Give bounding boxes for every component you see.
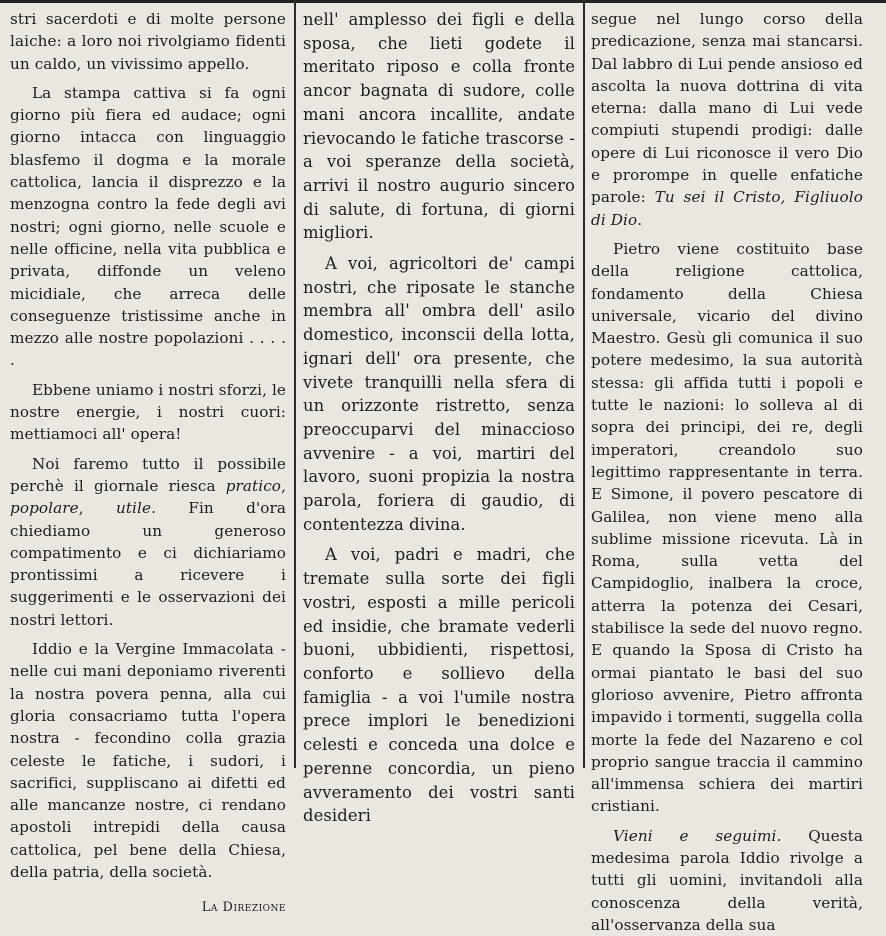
emphasis-quote: Tu sei il Cristo, Figliuolo di Dio bbox=[591, 188, 863, 229]
column-divider-2 bbox=[583, 0, 585, 768]
emphasis-utile: utile bbox=[115, 499, 152, 518]
col1-paragraph-1: stri sacerdoti e di molte persone laiche: a loro noi rivolgiamo fidenti un caldo, un vivissimo appello. bbox=[10, 10, 286, 73]
emphasis-vieni: Vieni e seguimi. bbox=[613, 826, 782, 845]
col2-paragraph-2: A voi, agricoltori de' campi nostri, che riposate le stanche membra all' ombra dell' asilo domestico, inconscii della lotta, ignari dell' ora presente, che vivete tranquilli nella sfera di un orizzonte ristretto, senza preoccuparvi del minaccioso avvenire - a voi, martiri del lavoro, suoni propizia la nostra parola, foriera di gaudio, di contentezza divina. bbox=[303, 254, 575, 534]
column-3 bbox=[591, 8, 863, 934]
top-rule bbox=[0, 0, 886, 3]
column-1 bbox=[10, 8, 286, 916]
col1-paragraph-2: La stampa cattiva si fa ogni giorno più fiera ed audace; ogni giorno intacca con linguaggio blasfemo il dogma e la morale cattolica, lancia il disprezzo e la menzogna contro la fede degli avi nostri; ogni giorno, nelle scuole e nelle officine, nella vita pubblica e privata, diffonde un veleno micidiale, che arreca delle conseguenze tristissime anche in mezzo alle nostre popolazioni . . . . . bbox=[10, 83, 286, 370]
col1-paragraph-3: Ebbene uniamo i nostri sforzi, le nostre energie, i nostri cuori: mettiamoci all' opera! bbox=[10, 380, 286, 444]
col1-paragraph-5: Iddio e la Vergine Immacolata - nelle cui mani deponiamo riverenti la nostra povera penna, alla cui gloria consacriamo tutta l'opera nostra - fecondino colla grazia celeste le fatiche, i sudori, i sacrifici, suppliscano ai difetti ed alle mancanze nostre, ci rendano apostoli intrepidi della causa cattolica, pel bene della Chiesa, della patria, della società. bbox=[10, 640, 286, 881]
column-divider-1 bbox=[294, 0, 296, 768]
col2-paragraph-3: A voi, padri e madri, che tremate sulla sorte dei figli vostri, esposti a mille pericoli ed insidie, che bramate vederli buoni, ubbidienti, rispettosi, conforto e sollievo della famiglia - a voi l'umile nostra prece implori le benedizioni celesti e conceda una dolce e perenne concordia, un pieno avveramento dei vostri santi desideri bbox=[303, 545, 575, 826]
col3-paragraph-2: Pietro viene costituito base della religione cattolica, fondamento della Chiesa universale, vicario del divino Maestro. Gesù gli comunica il suo potere medesimo, la sua autorità stessa: gli affida tutti i popoli e tutte le nazioni: lo solleva al di sopra dei principi, dei re, degli imperatori, creandolo suo legittimo rappresentante in terra. E Simone, il povero pescatore di Galilea, non viene meno alla sublime missione ricevuta. Là in Roma, sulla vetta del Campidoglio, inalbera la croce, atterra la potenza dei Cesari, stabilisce la sede del nuovo regno. E quando la Sposa di Cristo ha ormai piantato le basi del suo glorioso avvenire, Pietro affronta impavido i tormenti, suggella colla morte la fede del Nazareno e col proprio sangue traccia il cammino all'immensa schiera dei martiri cristiani. bbox=[591, 239, 863, 816]
col2-paragraph-1: nell' amplesso dei figli e della sposa, che lieti godete il meritato riposo e colla fronte ancor bagnata di sudore, colle mani ancora incallite, andate rievocando le fatiche trascorse - a voi speranze della società, arrivi il nostro augurio sincero di salute, di fortuna, di giorni migliori. bbox=[303, 10, 575, 243]
col3-paragraph-1: segue nel lungo corso della predicazione, senza mai stancarsi. Dal labbro di Lui pende ansioso ed ascolta la nuova dottrina di vita eterna: dalla mano di Lui vede compiuti stupendi prodigi: dalle opere di Lui riconosce il vero Dio e prorompe in quelle enfatiche parole: Tu sei il Cristo, Figliuolo di Dio. bbox=[591, 10, 863, 229]
signature: La Direzione bbox=[201, 900, 286, 916]
column-2 bbox=[303, 8, 575, 826]
col3-paragraph-3: Vieni e seguimi. Questa medesima parola Iddio rivolge a tutti gli uomini, invitandoli alla conoscenza della verità, all'osservanza della sua bbox=[591, 826, 863, 934]
col1-paragraph-4: Noi faremo tutto il possibile perchè il giornale riesca pratico, popolare, utile. Fin d'ora chiediamo un generoso compatimento e ci dichiariamo prontissimi a ricevere i suggerimenti e le osservazioni dei nostri lettori. bbox=[10, 454, 286, 629]
emphasis-popolare: popolare bbox=[10, 499, 79, 518]
emphasis-pratico: pratico bbox=[225, 476, 282, 495]
